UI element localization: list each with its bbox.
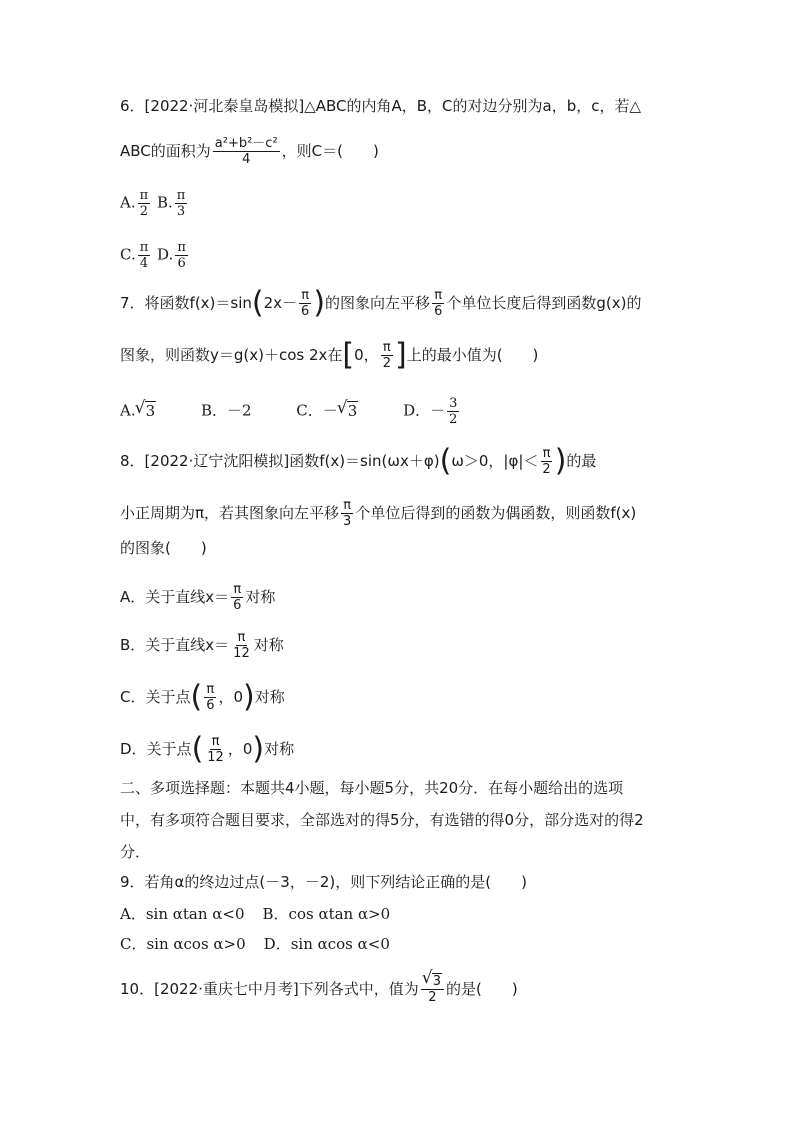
q9-option-b: B．cos αtan α>0 (262, 905, 391, 923)
q6-option-d-label: D. (157, 245, 174, 264)
q9-option-c: C．sin αcos α>0 (120, 935, 246, 953)
q7-line1: 7．将函数f(x)＝sin(2x－ $\frac{\pi}{6}$ )的图象向左平移 $\frac{\pi}{6}$ 个单位长度后得到函数g(x)的 (120, 285, 642, 321)
q8-option-d-text: D．关于点 (120, 740, 192, 758)
q6-line1: 6．[2022·河北秦皇岛模拟]△ABC的内角A，B，C的对边分别为a，b，c，若△ (120, 97, 642, 115)
q7-text-d: 图象，则函数y＝g(x)＋cos 2x在 (120, 346, 343, 364)
q9-stem: 9．若角α的终边过点(－3，－2)，则下列结论正确的是( ) (120, 873, 527, 891)
q8-option-d-sym: 对称 (264, 740, 295, 758)
q6-area-fraction: $\frac{\text{a²+b²－c²}}{4}$ (214, 136, 278, 167)
q7-option-a-sqrt: √ 3 (136, 401, 157, 421)
q8-line3: 的图象( ) (120, 539, 207, 557)
q7-arg-fraction: $\frac{\pi}{6}$ (301, 288, 310, 319)
q8-condition: ω＞0，|φ|＜ (451, 452, 539, 470)
section2-line1: 二、多项选择题：本题共4小题，每小题5分，共20分．在每小题给出的选项 (120, 779, 624, 797)
q6-option-b-value: $\frac{\pi}{3}$ (176, 188, 186, 219)
q6-text-a: ABC的面积为 (120, 142, 211, 160)
q8-text-d: 个单位后得到的函数为偶函数，则函数f(x) (355, 504, 637, 522)
q9-option-d: D．sin αcos α<0 (263, 935, 390, 953)
q8-option-a (120, 582, 275, 613)
q10-line1 (120, 974, 518, 1005)
section2-line2: 中，有多项符合题目要求，全部选对的得5分，有选错的得0分，部分选对的得2 (120, 811, 644, 829)
q7-interval-end: $\frac{\pi}{2}$ (382, 340, 391, 371)
q8-option-a-sym: 对称 (245, 588, 276, 606)
q6-line2 (120, 136, 379, 167)
q7-options (120, 396, 461, 427)
q7-option-b: B．－2 (200, 401, 252, 420)
q8-option-a-fraction: $\frac{\pi}{6}$ (233, 582, 242, 613)
q8-option-b-sym: 对称 (253, 636, 284, 654)
q8-option-c-fraction: $\frac{\pi}{6}$ (206, 682, 215, 713)
q8-option-b (120, 630, 284, 661)
q6-option-c-label: C. (120, 245, 136, 264)
q6-options-ab (120, 188, 189, 219)
q9-options-ab (120, 904, 390, 924)
q8-option-d: D．关于点( $\frac{\pi}{12}$ ，0)对称 (120, 731, 295, 767)
q7-text-e: 上的最小值为( ) (406, 346, 539, 364)
q7-arg: 2x－ (263, 294, 298, 312)
q6-option-a-label: A. (120, 193, 136, 212)
q8-condition-fraction: $\frac{\pi}{2}$ (542, 446, 551, 477)
q8-text-a: 8．[2022·辽宁沈阳模拟]函数f(x)＝sin(ωx＋φ) (120, 452, 440, 470)
q6-text-b: ，则C＝( ) (281, 142, 379, 160)
q7-option-c-label: C．－ (296, 401, 338, 420)
q7-option-d-fraction: $\frac{3}{2}$ (449, 396, 458, 427)
q8-text-b: 的最 (566, 452, 597, 470)
q8-option-d-zero: ，0 (227, 740, 253, 758)
q10-text-a: 10．[2022·重庆七中月考]下列各式中，值为 (120, 980, 419, 998)
q7-option-d-label: D．－ (403, 401, 446, 420)
q7-line2: 图象，则函数y＝g(x)＋cos 2x在[0， $\frac{\pi}{2}$ ]上的最小值为( ) (120, 337, 539, 373)
q10-text-b: 的是( ) (446, 980, 518, 998)
q8-line2 (120, 498, 636, 529)
q7-text-c: 个单位长度后得到函数g(x)的 (446, 294, 642, 312)
q10-value-fraction: √ $\frac{3}{2}$ (421, 974, 444, 1005)
q9-option-a: A．sin αtan α<0 (120, 905, 245, 923)
q8-shift-fraction: $\frac{\pi}{3}$ (343, 498, 352, 529)
q9-options-cd (120, 934, 390, 954)
q8-option-d-fraction: $\frac{\pi}{12}$ (207, 734, 224, 765)
q7-shift-fraction: $\frac{\pi}{6}$ (434, 288, 443, 319)
q7-option-c-sqrt: √ 3 (338, 401, 359, 421)
q8-option-c-zero: ，0 (218, 688, 244, 706)
q7-text-a: 7．将函数f(x)＝sin (120, 294, 252, 312)
q8-text-c: 小正周期为π，若其图象向左平移 (120, 504, 340, 522)
q8-line1: 8．[2022·辽宁沈阳模拟]函数f(x)＝sin(ωx＋φ)(ω＞0，|φ|＜ $\frac{\pi}{2}$ )的最 (120, 443, 597, 479)
q8-option-c-text: C．关于点 (120, 688, 191, 706)
q6-options-cd (120, 240, 190, 271)
section2-line3: 分． (120, 843, 151, 861)
q8-option-c-sym: 对称 (254, 688, 285, 706)
q6-option-b-label: B. (156, 193, 173, 212)
q6-option-a-value: $\frac{\pi}{2}$ (139, 188, 149, 219)
q8-option-c: C．关于点( $\frac{\pi}{6}$ ，0)对称 (120, 679, 285, 715)
q8-option-a-text: A．关于直线x＝ (120, 588, 230, 606)
q6-option-c-value: $\frac{\pi}{4}$ (139, 240, 149, 271)
q7-interval-start: 0， (354, 346, 379, 364)
q6-option-d-value: $\frac{\pi}{6}$ (177, 240, 186, 271)
q7-option-a-label: A. (120, 401, 136, 420)
q8-option-b-fraction: $\frac{\pi}{12}$ (233, 630, 250, 661)
q8-option-b-text: B．关于直线x＝ (120, 636, 230, 654)
q7-text-b: 的图象向左平移 (325, 294, 431, 312)
